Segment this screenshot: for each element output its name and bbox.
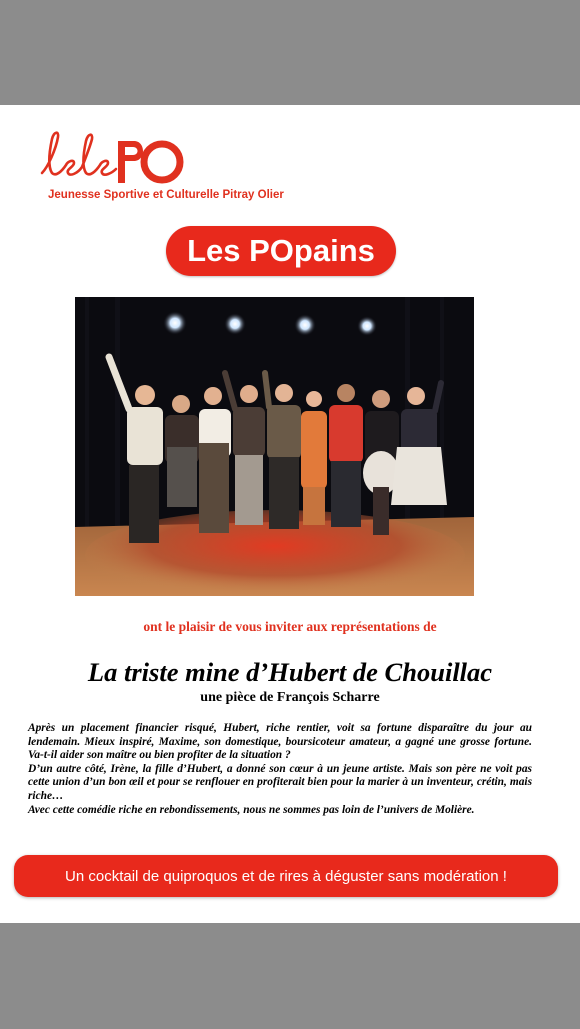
author-line: une pièce de François Scharre <box>200 690 380 705</box>
play-title: La triste mine d’Hubert de Chouillac <box>87 657 493 687</box>
synopsis-paragraph: Après un placement financier risqué, Hubert, riche rentier, voit sa fortune disparaître du jour au lendemain. Mieux inspiré, Maxime, son domestique, boursicoteur amateur, a gagné une grosse fortune. Va-t-il aider son maître ou bien profiter de la situation ? <box>28 722 532 762</box>
synopsis-paragraph: Avec cette comédie riche en rebondissements, nous ne sommes pas loin de l’univers de Molière. <box>28 803 475 816</box>
troupe-photo <box>75 297 474 596</box>
organization-name: Jeunesse Sportive et Culturelle Pitray Olier <box>48 189 284 201</box>
flyer-page <box>0 105 580 923</box>
synopsis <box>28 722 532 817</box>
synopsis-paragraph: D’un autre côté, Irène, la fille d’Hubert, a donné son cœur à un jeune artiste. Mais son père ne voit pas cette union d’un bon œil et pour se renflouer en profiterait bien pour la marier à un inventeur, crétin, mais riche… <box>28 762 532 802</box>
lepo-logo <box>38 127 188 189</box>
invitation-text: ont le plaisir de vous inviter aux représentations de <box>143 619 437 634</box>
logo-text <box>0 105 1 106</box>
troupe-name-banner: Les POpains <box>166 226 396 276</box>
tagline-banner: Un cocktail de quiproquos et de rires à déguster sans modération ! <box>14 855 558 897</box>
